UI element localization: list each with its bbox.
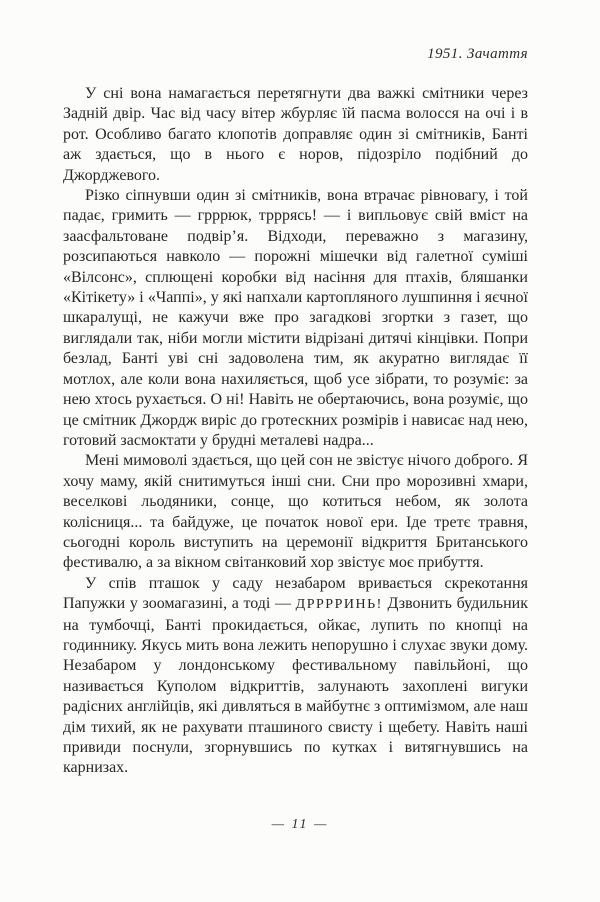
alarm-onomatopoeia: ДРРРРИНЬ! xyxy=(295,597,383,613)
paragraph-4 xyxy=(63,574,528,779)
running-head: 1951. Зачаття xyxy=(427,46,528,62)
paragraph-1: У сні вона намагається перетягнути два важкі смітники через Задній двір. Час від часу вітер жбурляє їй пасма волосся на очі і в рот. Особливо багато клопотів доправляє один зі смітників, Банті аж здається, що в нього є норов, підозріло подібний до Джорджевого. xyxy=(63,85,528,184)
paragraph-4-lead: У спів пташок у саду незабаром вривається скрекотання Папужки у зоомагазині, а тоді — xyxy=(63,574,528,613)
page-number: — 11 — xyxy=(271,817,329,832)
paragraph-3: Мені мимоволі здається, що цей сон не звістує нічого доброго. Я хочу маму, якій снитимуться інші сни. Сни про морозивні хмари, веселкові льодяники, сонце, що котиться небом, як золота колісниця... та байдуже, це початок нової ери. Іде третє травня, сьогодні король виступить на церемонії відкриття Британського фестивалю, а за вікном світанковий хор звістує моє прибуття. xyxy=(63,452,528,572)
paragraph-2: Різко сіпнувши один зі смітників, вона втрачає рівновагу, і той падає, гримить — грррюк, трррясь! — і випльовує свій вміст на заасфальтоване подвір’я. Відходи, переважно з магазину, розсипаються навколо — порожні мішечки від галетної суміші «Вілсонс», сплющені коробки від насіння для птахів, бляшанки «Кітікету» і «Чаппі», у які напхали картопляного лушпиння і яєчної шкаралущі, не кажучи вже про загадкові згортки з газет, що виглядали так, ніби могли містити відрізані дитячі кінцівки. Попри безлад, Банті уві сні задоволена тим, як акуратно виглядає її мотлох, але коли вона нахиляється, щоб усе зібрати, то розуміє: за нею хтось рухається. О ні! Навіть не обертаючись, вона розуміє, що це смітник Джордж виріс до гротескних розмірів і нависає над нею, готовий засмоктати у брудні металеві надра... xyxy=(63,187,528,449)
page-body xyxy=(63,84,528,779)
paragraph-4-rest: Дзвонить будильник на тумбочці, Банті прокидається, ойкає, лупить по кнопці на годиннику. Якусь мить вона лежить непорушно і слухає звуки дому. Незабаром у лондонському фестивальному павільйоні, що називається Куполом відкриттів, залунають захоплені вигуки радісних англійців, які дивляться в майбутнє з оптимізмом, але наш дім тихий, як не рахувати пташиного свисту і щебету. Навіть наші привиди поснули, згорнувшись по кутках і витягнувшись на карнизах. xyxy=(63,595,528,777)
